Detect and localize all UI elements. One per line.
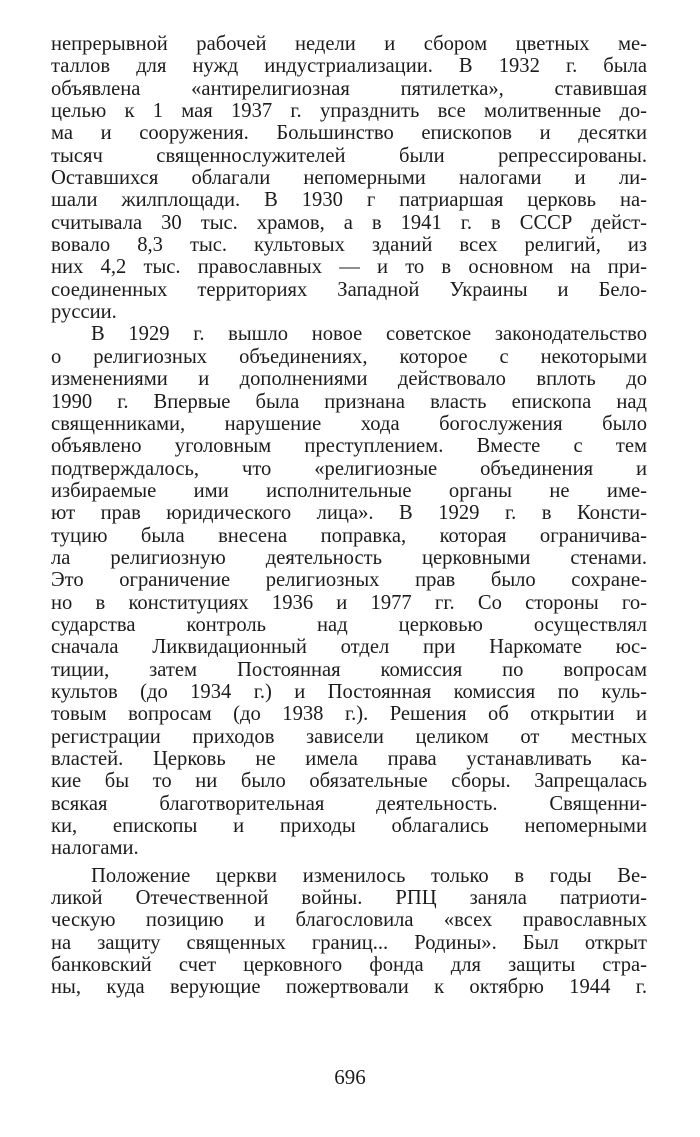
- text-line: тиции, затем Постоянная комиссия по вопросам: [51, 658, 647, 681]
- text-line: на защиту священных границ... Родины». Был открыт: [51, 931, 647, 954]
- paragraph-1: [51, 33, 647, 323]
- text-line: всякая благотворительная деятельность. Священни-: [51, 792, 647, 815]
- text-line: о религиозных объединениях, которое с некоторыми: [51, 345, 647, 368]
- text-line: сначала Ликвидационный отдел при Наркомате юс-: [51, 636, 647, 659]
- text-line: объявлена «антирелигиозная пятилетка», ставившая: [51, 77, 647, 100]
- text-line: ки, епископы и приходы облагались непомерными: [51, 815, 647, 838]
- text-line: целью к 1 мая 1937 г. упразднить все молитвенные до-: [51, 100, 647, 123]
- text-line: ческую позицию и благословила «всех православных: [51, 909, 647, 932]
- text-line: Это ограничение религиозных прав было сохране-: [51, 569, 647, 592]
- text-line: Оставшихся облагали непомерными налогами и ли-: [51, 167, 647, 190]
- text-line: ны, куда верующие пожертвовали к октябрю 1944 г.: [51, 976, 647, 999]
- paragraph-2: [51, 323, 647, 859]
- text-line: ликой Отечественной войны. РПЦ заняла патриоти-: [51, 887, 647, 910]
- page-text: [51, 33, 647, 999]
- text-line: подтверждалось, что «религиозные объединения и: [51, 457, 647, 480]
- text-line: культов (до 1934 г.) и Постоянная комиссия по куль-: [51, 680, 647, 703]
- text-line: тысяч священнослужителей были репрессированы.: [51, 144, 647, 167]
- text-line: налогами.: [51, 837, 139, 860]
- text-line: таллов для нужд индустриализации. В 1932 г. была: [51, 55, 647, 78]
- text-line: ла религиозную деятельность церковными стенами.: [51, 546, 647, 569]
- text-line: ма и сооружения. Большинство епископов и десятки: [51, 122, 647, 145]
- text-line: туцию была внесена поправка, которая ограничива-: [51, 524, 647, 547]
- page-number: 696: [334, 1065, 366, 1089]
- text-line: банковский счет церковного фонда для защиты стра-: [51, 954, 647, 977]
- text-line: товым вопросам (до 1938 г.). Решения об открытии и: [51, 703, 647, 726]
- text-line: но в конституциях 1936 и 1977 гг. Со стороны го-: [51, 591, 647, 614]
- text-line: шали жилплощади. В 1930 г патриаршая церковь на-: [51, 189, 647, 212]
- text-line: кие бы то ни было обязательные сборы. Запрещалась: [51, 770, 647, 793]
- text-line: ют прав юридического лица». В 1929 г. в Консти-: [51, 502, 647, 525]
- text-line: регистрации приходов зависели целиком от местных: [51, 725, 647, 748]
- text-line: считывала 30 тыс. храмов, а в 1941 г. в СССР дейст-: [51, 211, 647, 234]
- paragraph-3: [51, 865, 647, 999]
- text-line: сударства контроль над церковью осуществлял: [51, 613, 647, 636]
- text-line: избираемые ими исполнительные органы не име-: [51, 479, 647, 502]
- text-line: 1990 г. Впервые была признана власть епископа над: [51, 390, 647, 413]
- text-line: священниками, нарушение хода богослужения было: [51, 412, 647, 435]
- text-line: изменениями и дополнениями действовало вплоть до: [51, 368, 647, 391]
- text-line: руссии.: [51, 301, 117, 324]
- text-line: вовало 8,3 тыс. культовых зданий всех религий, из: [51, 234, 647, 257]
- text-line: объявлено уголовным преступлением. Вместе с тем: [51, 435, 647, 458]
- text-line: властей. Церковь не имела права устанавливать ка-: [51, 748, 647, 770]
- text-line: непрерывной рабочей недели и сбором цветных ме-: [51, 33, 647, 55]
- text-line: них 4,2 тыс. православных — и то в основном на при-: [51, 256, 647, 279]
- text-line: Положение церкви изменилось только в годы Ве-: [91, 864, 647, 887]
- text-line: соединенных территориях Западной Украины и Бело-: [51, 278, 647, 301]
- text-line: В 1929 г. вышло новое советское законодательство: [91, 323, 647, 346]
